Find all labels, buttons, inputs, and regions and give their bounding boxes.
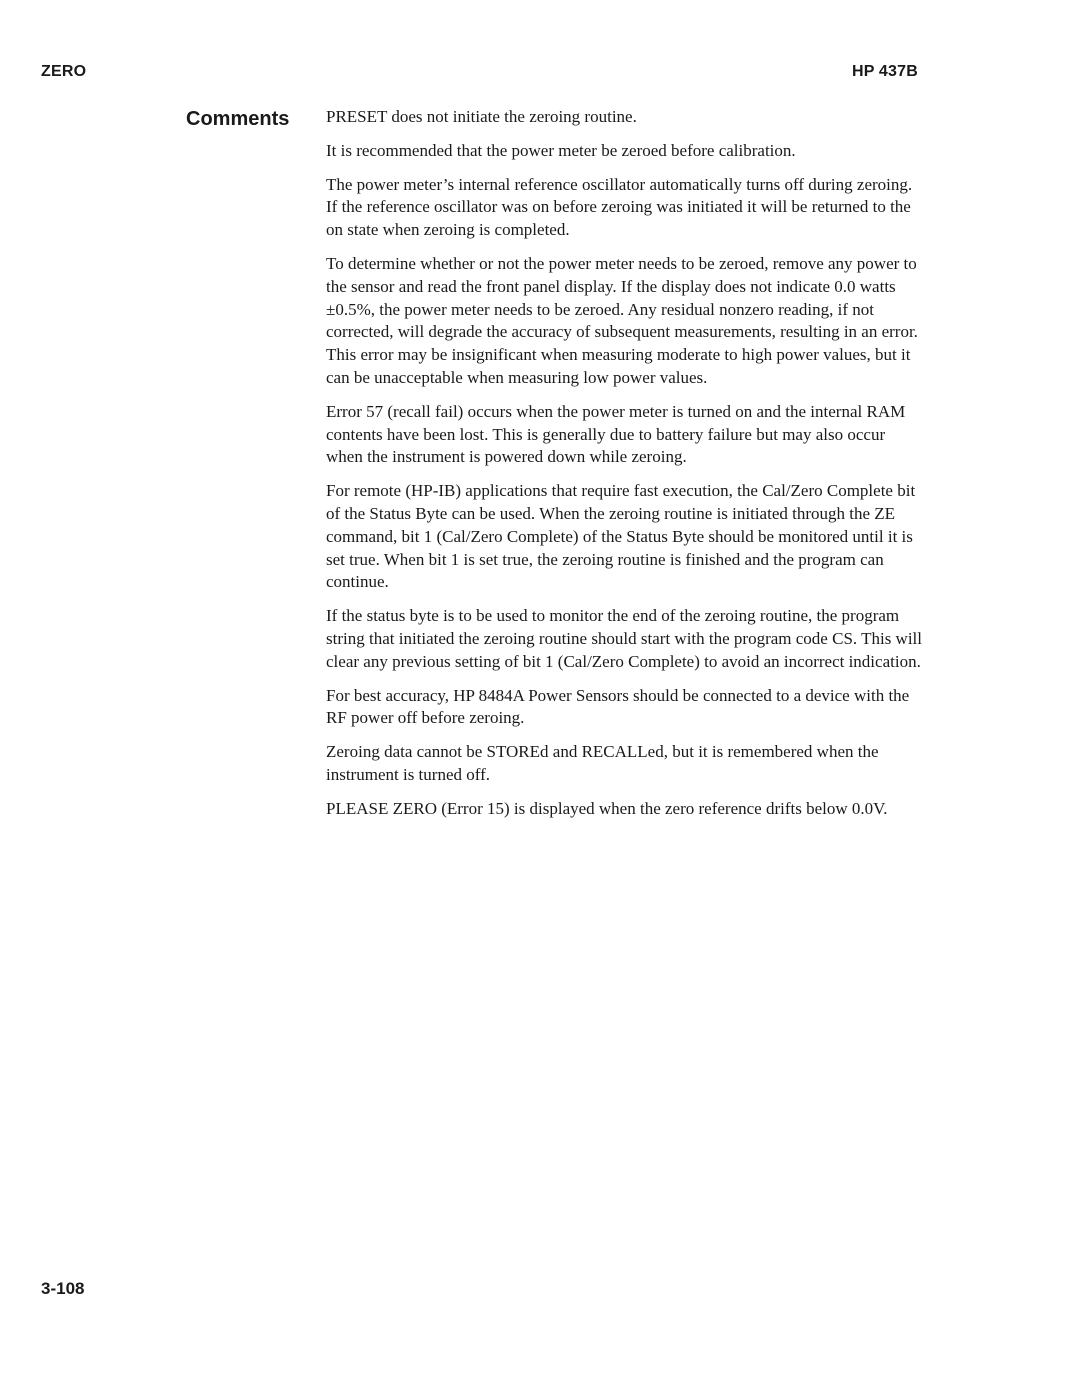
running-head-section: ZERO bbox=[41, 63, 87, 80]
paragraph-please-zero: PLEASE ZERO (Error 15) is displayed when the zero reference drifts below 0.0V. bbox=[326, 798, 888, 818]
running-head-model: HP 437B bbox=[851, 63, 918, 80]
comments-body bbox=[326, 106, 926, 832]
section-label-comments: Comments bbox=[186, 108, 290, 130]
paragraph-determine-zero: To determine whether or not the power meter needs to be zeroed, remove any power to the sensor and read the front panel display. If the display does not indicate 0.0 watts ±0.5%, the power meter needs to be zeroed. Any residual nonzero reading, if not corrected, will degrade the accuracy of subsequent measurements, resulting in an error. This error may be insignificant when measuring moderate to high power values, but it can be unacceptable when measuring low power values. bbox=[326, 253, 918, 387]
page-number: 3-108 bbox=[41, 1279, 85, 1298]
paragraph-remote-hpib: For remote (HP-IB) applications that require fast execution, the Cal/Zero Complete bit of the Status Byte can be used. When the zeroing routine is initiated through the ZE command, bit 1 (Cal/Zero Complete) of the Status Byte should be monitored until it is set true. When bit 1 is set true, the zeroing routine is finished and the program can continue. bbox=[326, 481, 916, 592]
paragraph-best-accuracy: For best accuracy, HP 8484A Power Sensors should be connected to a device with the RF power off before zeroing. bbox=[326, 685, 910, 728]
paragraph-status-byte: If the status byte is to be used to monitor the end of the zeroing routine, the program string that initiated the zeroing routine should start with the program code CS. This will clear any previous setting of bit 1 (Cal/Zero Complete) to avoid an incorrect indication. bbox=[326, 606, 923, 671]
paragraph-preset: PRESET does not initiate the zeroing routine. bbox=[326, 107, 637, 126]
paragraph-reference-oscillator: The power meter’s internal reference oscillator automatically turns off during zeroing. If the reference oscillator was on before zeroing was initiated it will be returned to the on state when zeroing is completed. bbox=[326, 174, 913, 240]
paragraph-error-57: Error 57 (recall fail) occurs when the power meter is turned on and the internal RAM contents have been lost. This is generally due to battery failure but may also occur when the instrument is powered down while zeroing. bbox=[326, 401, 906, 467]
paragraph-zero-before-cal: It is recommended that the power meter be zeroed before calibration. bbox=[326, 140, 796, 160]
paragraph-zeroing-data: Zeroing data cannot be STOREd and RECALLed, but it is remembered when the instrument is turned off. bbox=[326, 742, 879, 784]
